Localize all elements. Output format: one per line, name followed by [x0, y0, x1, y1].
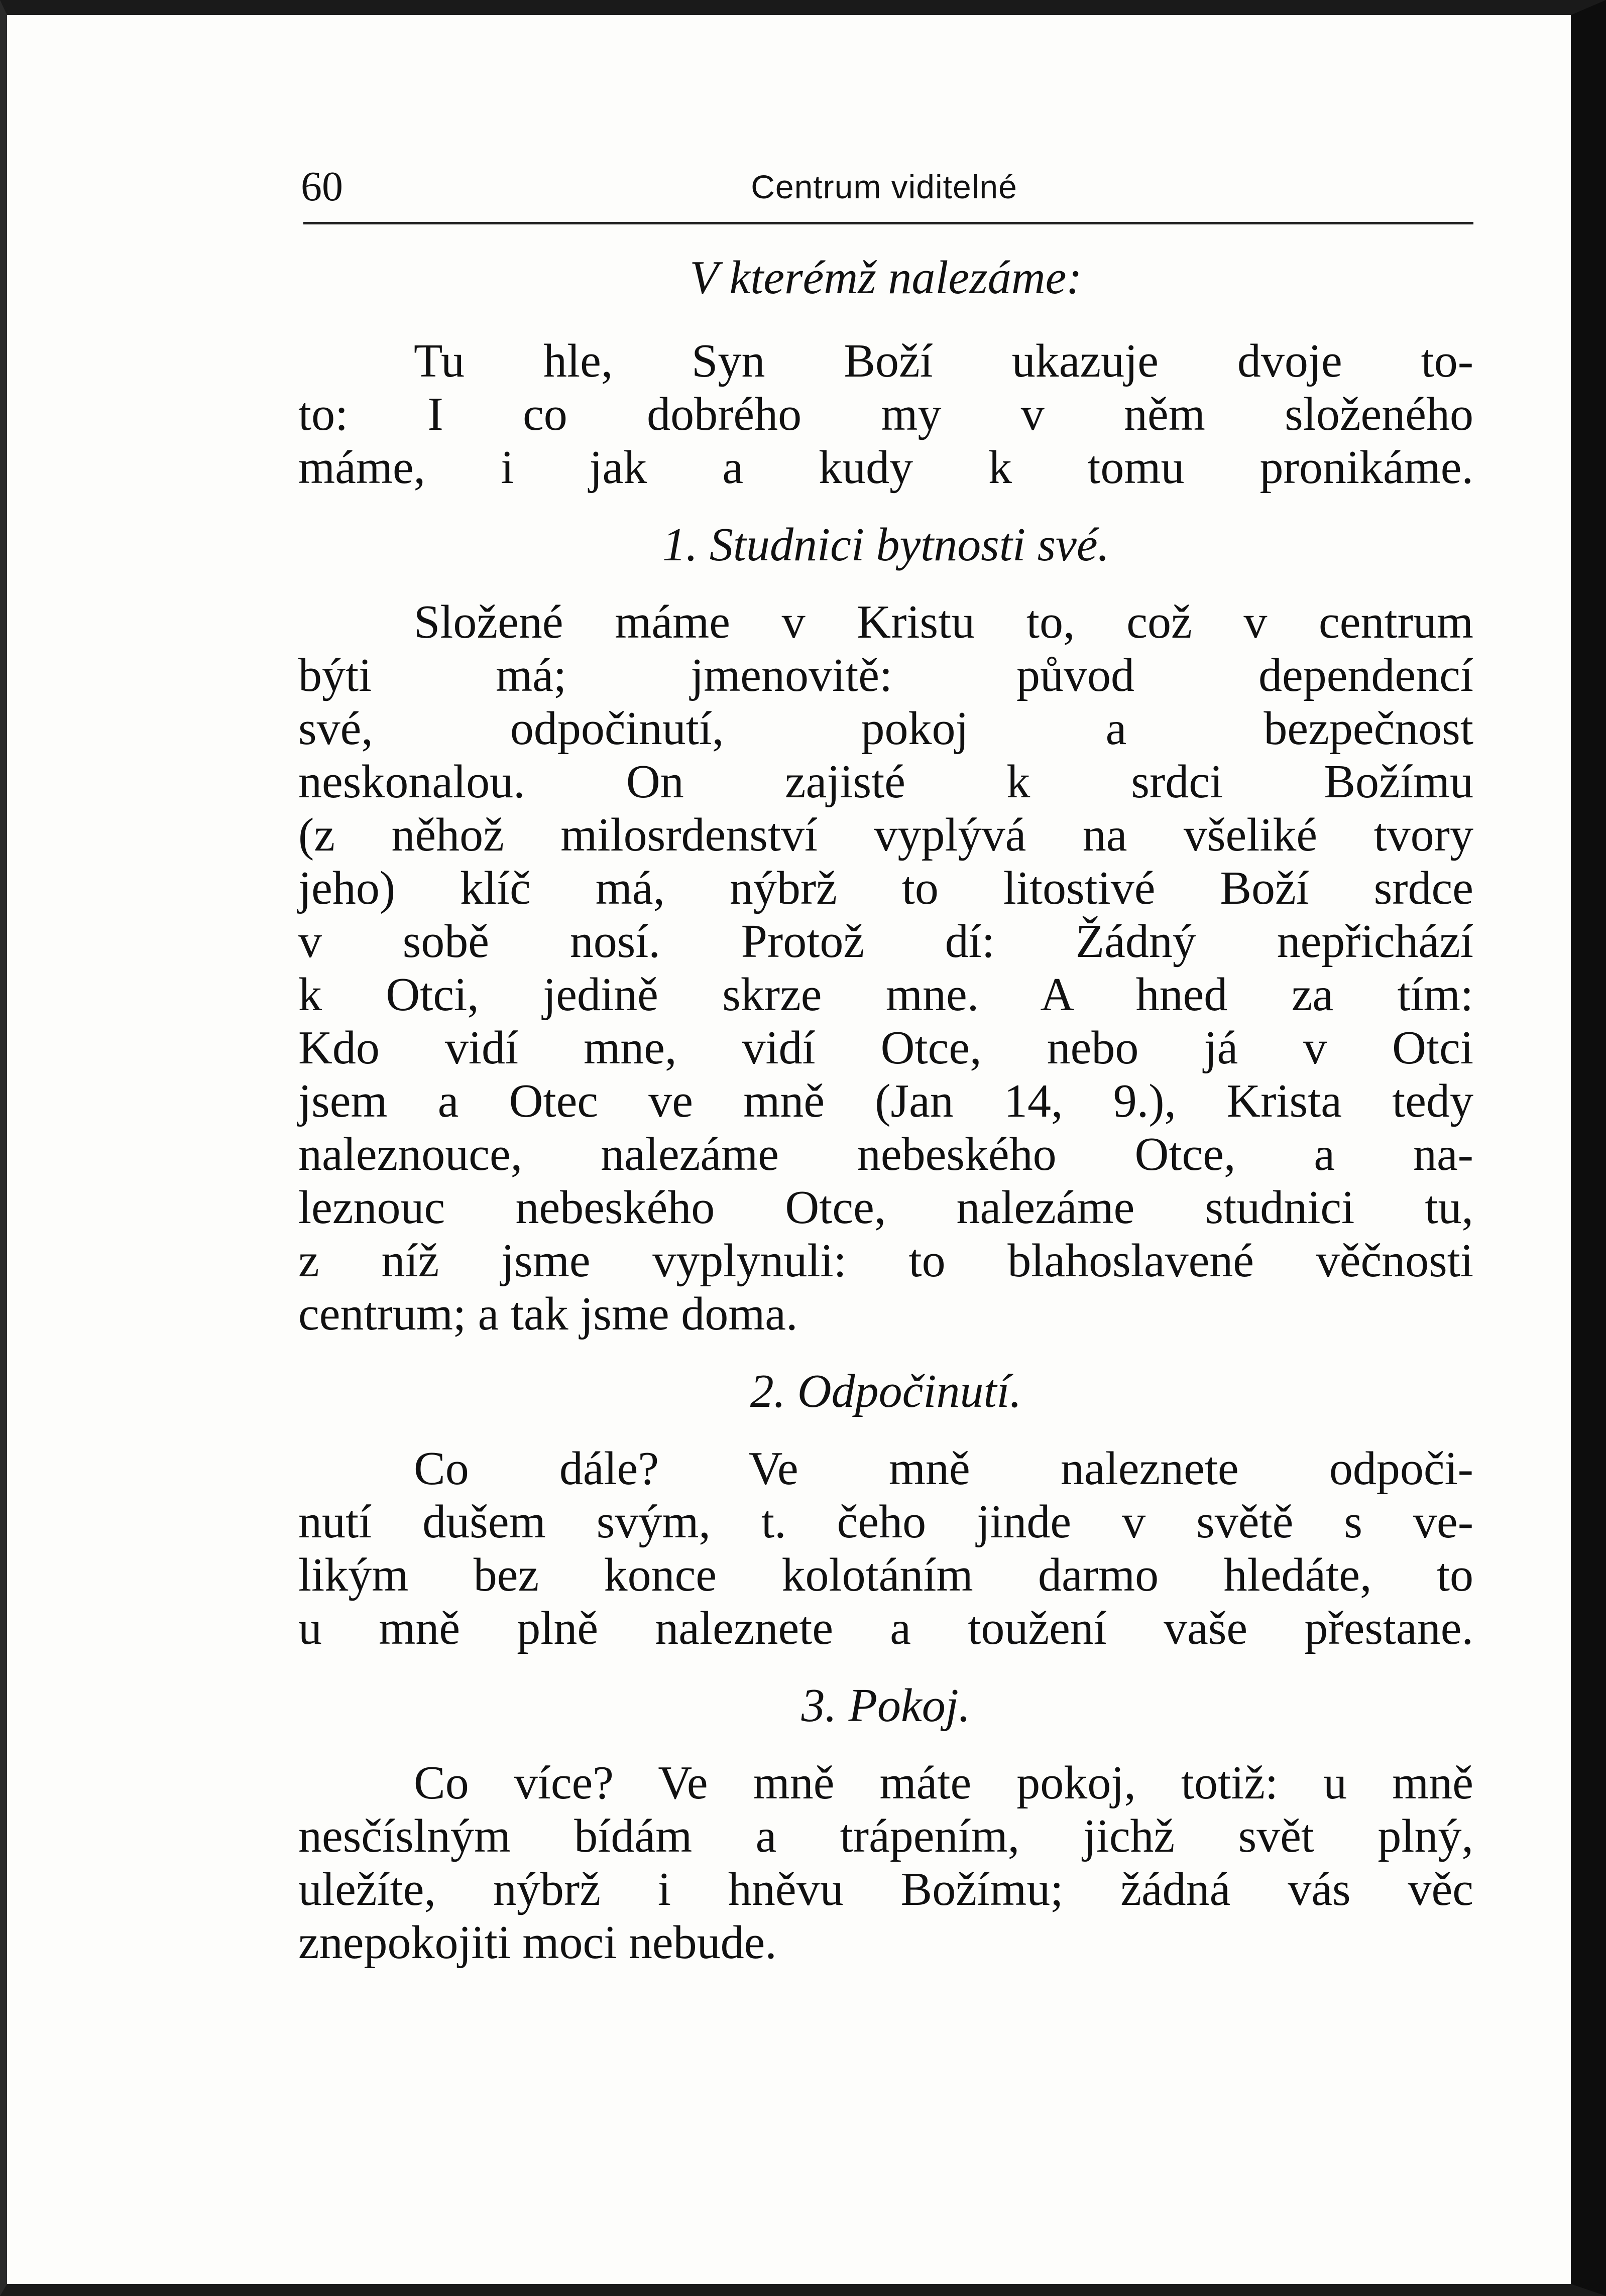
paragraph-line: neskonalou. On zajisté k srdci Božímu: [298, 756, 1473, 808]
paragraph-line: máme, i jak a kudy k tomu pronikáme.: [298, 441, 1473, 494]
paragraph-line: jeho) klíč má, nýbrž to litostivé Boží srdce: [298, 862, 1473, 914]
section-heading-3: 3. Pokoj.: [801, 1679, 971, 1732]
paragraph-line: Tu hle, Syn Boží ukazuje dvoje to-: [414, 335, 1473, 387]
paragraph-line: z níž jsme vyplynuli: to blahoslavené věčnosti: [298, 1235, 1473, 1287]
page-header: [301, 162, 1467, 222]
section-heading-2: 2. Odpočinutí.: [750, 1365, 1022, 1417]
paragraph-line: leznouc nebeského Otce, nalezáme studnici tu,: [298, 1181, 1473, 1234]
header-divider: [303, 222, 1473, 224]
intro-heading: V kterémž nalezáme:: [690, 252, 1082, 304]
paragraph-line: nutí dušem svým, t. čeho jinde v světě s ve-: [298, 1496, 1473, 1548]
paragraph-line: uležíte, nýbrž i hněvu Božímu; žádná vás věc: [298, 1863, 1473, 1915]
paragraph-line: znepokojiti moci nebude.: [298, 1916, 777, 1969]
paragraph-line: centrum; a tak jsme doma.: [298, 1288, 798, 1340]
paragraph-line: to: I co dobrého my v něm složeného: [298, 388, 1473, 440]
paragraph-line: jsem a Otec ve mně (Jan 14, 9.), Krista tedy: [298, 1075, 1473, 1127]
paragraph-line: býti má; jmenovitě: původ dependencí: [298, 649, 1473, 701]
paragraph-line: Kdo vidí mne, vidí Otce, nebo já v Otci: [298, 1022, 1473, 1074]
paragraph-line: u mně plně naleznete a toužení vaše přestane.: [298, 1602, 1473, 1654]
page-body: [298, 251, 1473, 1969]
paragraph-line: Co více? Ve mně máte pokoj, totiž: u mně: [414, 1757, 1473, 1809]
paragraph-line: naleznouce, nalezáme nebeského Otce, a na-: [298, 1128, 1473, 1180]
section-heading-1: 1. Studnici bytnosti své.: [662, 519, 1110, 571]
running-title: Centrum viditelné: [751, 168, 1017, 205]
paragraph-line: nesčíslným bídám a trápením, jichž svět plný,: [298, 1810, 1473, 1862]
page-number: 60: [301, 163, 343, 210]
paragraph-line: likým bez konce kolotáním darmo hledáte, to: [298, 1549, 1473, 1601]
paragraph-line: (z něhož milosrdenství vyplývá na všeliké tvory: [298, 809, 1473, 861]
paragraph-line: v sobě nosí. Protož dí: Žádný nepřichází: [298, 915, 1473, 968]
paragraph-line: k Otci, jedině skrze mne. A hned za tím:: [298, 969, 1473, 1021]
paragraph-line: Co dále? Ve mně naleznete odpoči-: [414, 1442, 1473, 1495]
paragraph-line: Složené máme v Kristu to, což v centrum: [414, 596, 1473, 648]
paragraph-line: své, odpočinutí, pokoj a bezpečnost: [298, 702, 1473, 755]
